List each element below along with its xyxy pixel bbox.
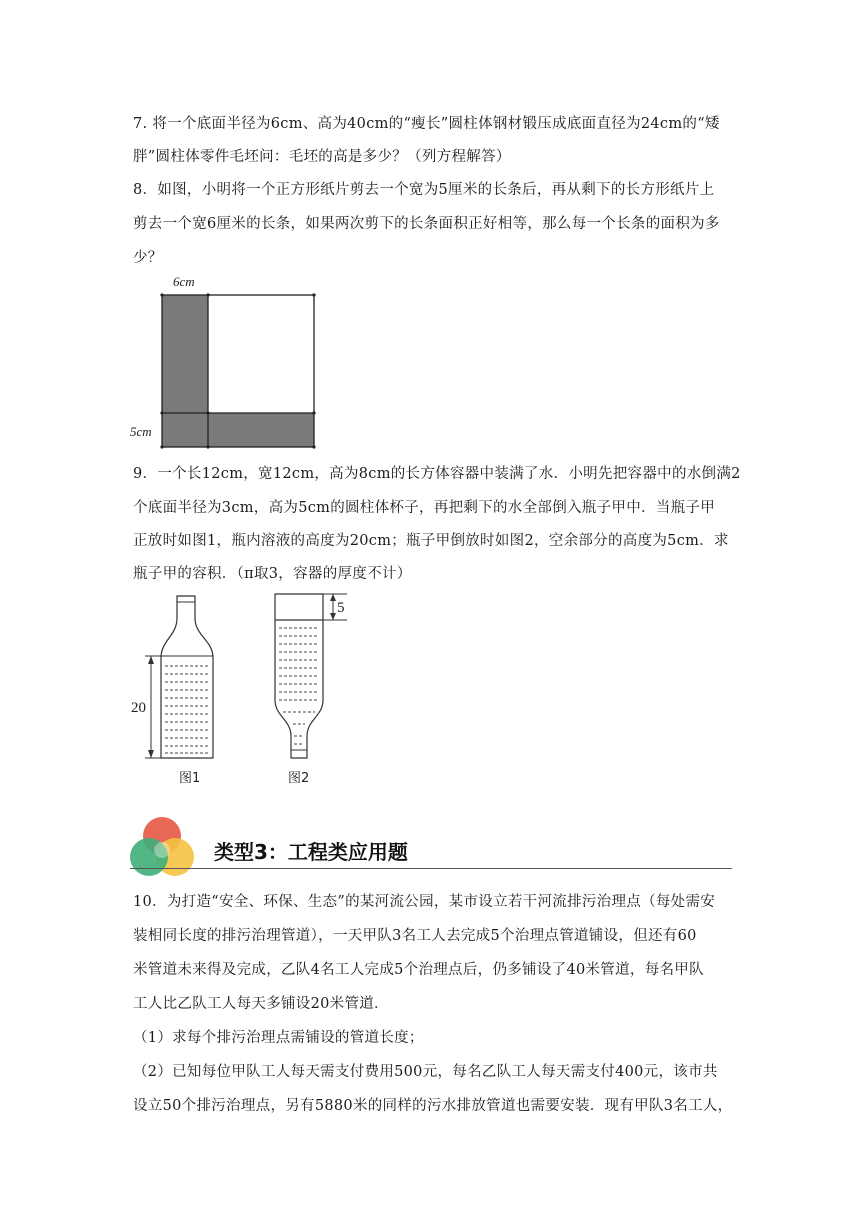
caption-fig2: 图2	[288, 771, 310, 786]
q9-line4: 瓶子甲的容积．（π取3，容器的厚度不计）	[133, 566, 412, 582]
gap-label-5: 5	[337, 600, 345, 616]
strip-left-shaded	[162, 295, 208, 447]
q9-bottle-figures	[125, 588, 355, 793]
q10-line1: 10．为打造“安全、环保、生态”的某河流公园，某市设立若干河流排污治理点（每处需安	[133, 894, 716, 910]
q7-line2: 胖”圆柱体零件毛坯问：毛坯的高是多少？（列方程解答）	[133, 149, 511, 165]
q9-line2: 个底面半径为3cm，高为5cm的圆柱体杯子，再把剩下的水全部倒入瓶子甲中．当瓶子甲	[133, 500, 715, 516]
caption-fig1: 图1	[179, 771, 201, 786]
section-divider	[130, 868, 732, 869]
q8-square-figure	[125, 268, 325, 452]
bottle-upright	[131, 596, 213, 786]
q10-part2-line1: （2）已知每位甲队工人每天需支付费用500元，每名乙队工人每天需支付400元，该市共	[133, 1064, 718, 1080]
q8-line2: 剪去一个宽6厘米的长条，如果两次剪下的长条面积正好相等，那么每一个长条的面积为多	[133, 216, 720, 232]
bottle-inverted	[275, 594, 347, 786]
q10-line3: 米管道未来得及完成，乙队4名工人完成5个治理点后，仍多铺设了40米管道，每名甲队	[133, 962, 704, 978]
section-icon	[128, 816, 200, 882]
q7-line1: 7. 将一个底面半径为6cm、高为40cm的“瘦长”圆柱体钢材锻压成底面直径为24cm的“矮	[133, 116, 720, 132]
q10-part2-line2: 设立50个排污治理点，另有5880米的同样的污水排放管道也需要安装．现有甲队3名工人，	[133, 1098, 733, 1114]
q8-line3: 少？	[133, 250, 163, 266]
label-6cm: 6cm	[173, 274, 195, 289]
q9-line3: 正放时如图1，瓶内溶液的高度为20cm；瓶子甲倒放时如图2，空余部分的高度为5cm．求	[133, 533, 729, 549]
q8-line1: 8．如图，小明将一个正方形纸片剪去一个宽为5厘米的长条后，再从剩下的长方形纸片上	[133, 182, 715, 198]
strip-bottom-shaded	[208, 413, 314, 447]
q10-line2: 装相同长度的排污治理管道），一天甲队3名工人去完成5个治理点管道铺设，但还有60	[133, 928, 697, 944]
section-title: 类型3：工程类应用题	[214, 840, 408, 864]
height-label-20: 20	[131, 700, 146, 716]
label-5cm: 5cm	[130, 424, 152, 439]
q9-line1: 9．一个长12cm，宽12cm，高为8cm的长方体容器中装满了水．小明先把容器中的水倒满2	[133, 466, 741, 482]
q10-part1: （1）求每个排污治理点需铺设的管道长度；	[133, 1030, 424, 1046]
q10-line4: 工人比乙队工人每天多铺设20米管道．	[133, 996, 389, 1012]
